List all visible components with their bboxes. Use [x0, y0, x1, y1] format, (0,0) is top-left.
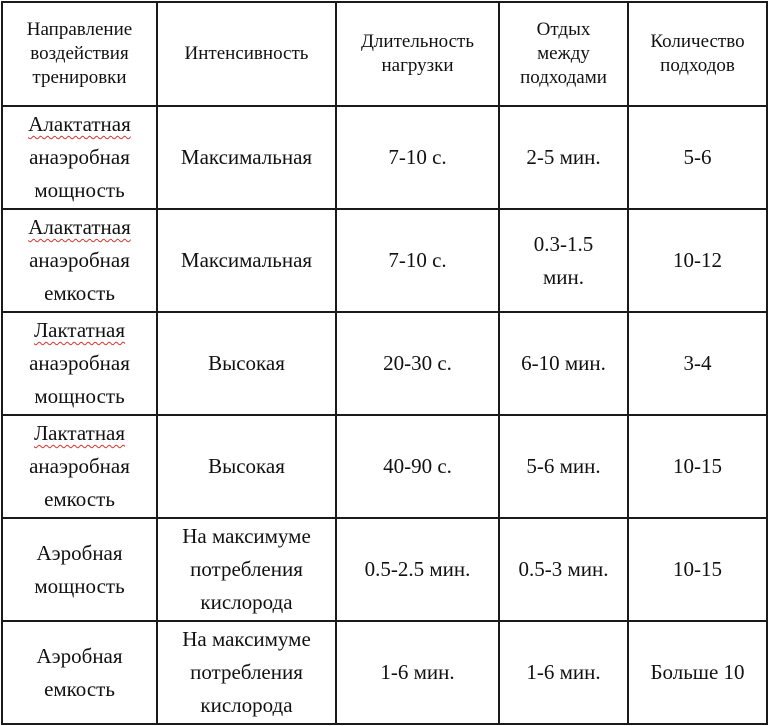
cell-sets: Больше 10 — [628, 621, 767, 724]
direction-line: емкость — [44, 281, 115, 305]
cell-duration: 40-90 с. — [336, 415, 499, 518]
direction-line: Аэробная — [36, 643, 123, 668]
direction-line: емкость — [44, 487, 115, 511]
cell-sets: 3-4 — [628, 312, 767, 415]
cell-duration: 1-6 мин. — [336, 621, 499, 724]
cell-duration: 0.5-2.5 мин. — [336, 518, 499, 621]
header-rest: Отдых между подходами — [499, 2, 628, 106]
direction-line: Алактатная — [28, 215, 131, 239]
cell-direction — [2, 106, 157, 209]
cell-duration: 7-10 с. — [336, 209, 499, 312]
direction-line: Алактатная — [28, 112, 131, 136]
table-row — [2, 621, 767, 724]
cell-rest: 6-10 мин. — [499, 312, 628, 415]
cell-direction — [2, 518, 157, 621]
cell-direction — [2, 312, 157, 415]
header-duration: Длительность нагрузки — [336, 2, 499, 106]
table-row — [2, 312, 767, 415]
cell-sets: 10-12 — [628, 209, 767, 312]
direction-line: емкость — [44, 676, 115, 701]
direction-line: мощность — [34, 573, 125, 598]
cell-intensity: Максимальная — [157, 209, 336, 312]
cell-sets: 10-15 — [628, 518, 767, 621]
cell-rest: 0.3-1.5 мин. — [499, 209, 628, 312]
table-row — [2, 209, 767, 312]
direction-line: мощность — [34, 384, 125, 408]
direction-line: мощность — [34, 178, 125, 202]
direction-line: анаэробная — [29, 248, 130, 272]
cell-intensity: Максимальная — [157, 106, 336, 209]
direction-line: Аэробная — [36, 540, 123, 565]
cell-intensity: Высокая — [157, 415, 336, 518]
cell-direction — [2, 621, 157, 724]
cell-sets: 10-15 — [628, 415, 767, 518]
cell-intensity: Высокая — [157, 312, 336, 415]
direction-line: Лактатная — [33, 421, 126, 445]
table-row — [2, 106, 767, 209]
header-intensity: Интенсивность — [157, 2, 336, 106]
direction-line: Лактатная — [33, 318, 126, 342]
cell-rest: 1-6 мин. — [499, 621, 628, 724]
direction-line: анаэробная — [29, 454, 130, 478]
cell-duration: 20-30 с. — [336, 312, 499, 415]
direction-line: анаэробная — [29, 351, 130, 375]
header-direction: Направление воздействия тренировки — [2, 2, 157, 106]
cell-rest: 2-5 мин. — [499, 106, 628, 209]
cell-direction — [2, 415, 157, 518]
cell-sets: 5-6 — [628, 106, 767, 209]
cell-rest: 0.5-3 мин. — [499, 518, 628, 621]
cell-intensity: На максимуме потребления кислорода — [157, 518, 336, 621]
training-table — [1, 1, 768, 725]
header-row — [2, 2, 767, 106]
cell-intensity: На максимуме потребления кислорода — [157, 621, 336, 724]
table-row — [2, 518, 767, 621]
cell-duration: 7-10 с. — [336, 106, 499, 209]
header-sets: Количество подходов — [628, 2, 767, 106]
direction-line: анаэробная — [29, 145, 130, 169]
cell-direction — [2, 209, 157, 312]
table-row — [2, 415, 767, 518]
cell-rest: 5-6 мин. — [499, 415, 628, 518]
